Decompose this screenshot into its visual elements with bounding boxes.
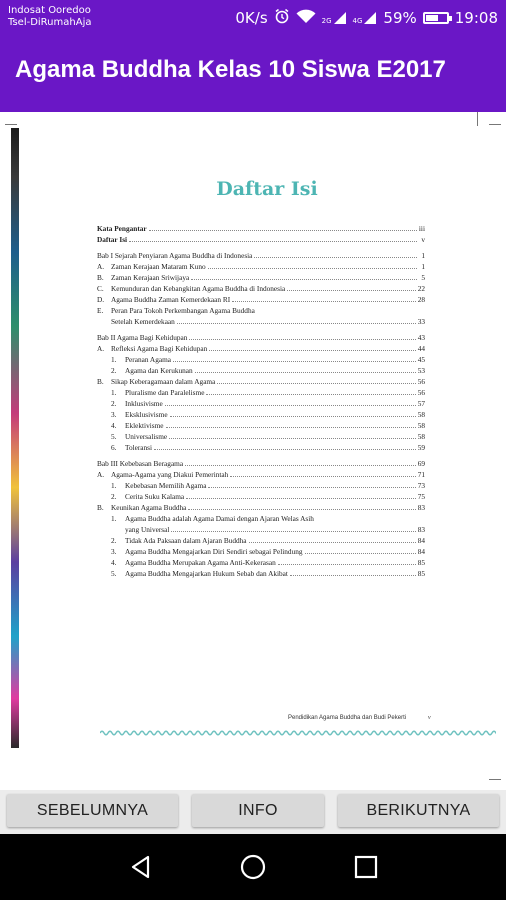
toc-leader-dots [191, 273, 417, 280]
toc-entry-page: 71 [417, 470, 425, 479]
toc-entry-page: 73 [417, 481, 425, 490]
toc-entry-marker: 1. [111, 388, 117, 397]
toc-entry-text: Inklusivisme [125, 399, 163, 408]
toc-leader-dots [305, 547, 416, 554]
carrier-line-1: Indosat Ooredoo [8, 5, 91, 16]
toc-entry-marker: 4. [111, 558, 117, 567]
toc-entry-label [97, 502, 186, 513]
toc-entry-label [111, 431, 167, 442]
toc-entry-marker: C. [97, 284, 104, 293]
toc-entry-label [97, 332, 187, 343]
toc-entry-marker: 1. [111, 514, 117, 523]
toc-entry [97, 557, 425, 568]
system-nav-bar [0, 834, 506, 900]
toc-leader-dots [290, 569, 416, 576]
toc-entry-marker: 6. [111, 443, 117, 452]
toc-entry-label [97, 343, 207, 354]
toc-entry [97, 442, 425, 453]
carrier-line-2: Tsel-DiRumahAja [8, 17, 92, 28]
toc-entry-marker: 2. [111, 492, 117, 501]
page-viewer[interactable] [0, 112, 506, 790]
toc-leader-dots [165, 399, 416, 406]
toc-leader-dots [208, 481, 415, 488]
toc-leader-dots [185, 459, 416, 466]
toc-leader-dots [188, 503, 415, 510]
toc-entry [97, 294, 425, 305]
toc-leader-dots [169, 432, 416, 439]
toc-entry-text: Bab I Sejarah Penyiaran Agama Buddha di Indonesia [97, 251, 253, 260]
toc-entry-page: 44 [417, 344, 425, 353]
toc-entry-page: 53 [417, 366, 425, 375]
toc-entry-label [97, 469, 228, 480]
toc-entry-marker: 2. [111, 366, 117, 375]
toc-entry-text: Agama Buddha adalah Agama Damai dengan Ajaran Welas Asih [125, 514, 314, 523]
net-speed: 0K/s [235, 9, 268, 27]
toc-entry-page: 85 [417, 558, 425, 567]
toc-leader-dots [287, 284, 415, 291]
toc-entry-page: 1 [421, 251, 425, 260]
toc-entry [97, 261, 425, 272]
alarm-icon [274, 8, 290, 28]
toc-entry-label [111, 387, 204, 398]
info-button[interactable]: INFO [192, 794, 324, 827]
toc-entry [97, 354, 425, 365]
toc-entry-text: Eksklusivisme [125, 410, 168, 419]
toc-entry-text: Kebebasan Memilih Agama [125, 481, 207, 490]
toc-entry-text: Pluralisme dan Paralelisme [125, 388, 205, 397]
toc-entry-text: Eklektivisme [125, 421, 164, 430]
toc-entry-text: Zaman Kerajaan Sriwijaya [111, 273, 190, 282]
toc-entry-marker: A. [97, 262, 105, 271]
toc-entry-text: Universalisme [125, 432, 168, 441]
toc-leader-dots [173, 355, 416, 362]
next-button[interactable]: BERIKUTNYA [338, 794, 499, 827]
toc-entry [97, 513, 425, 524]
status-bar [0, 0, 506, 34]
home-icon[interactable] [240, 854, 266, 880]
book-page [20, 112, 500, 790]
wifi-icon [296, 9, 316, 28]
toc-entry-label [97, 458, 183, 469]
toc-leader-dots [254, 251, 417, 258]
toc-entry-label [111, 420, 164, 431]
toc-entry-text: Cerita Suku Kalama [125, 492, 185, 501]
toc-entry-text: Agama Buddha Mengajarkan Hukum Sebab dan Akibat [125, 569, 288, 578]
toc-entry-label [111, 354, 171, 365]
toc-entry [97, 398, 425, 409]
toc-entry-text: Agama-Agama yang Diakui Pemerintah [111, 470, 229, 479]
toc-entry-label [97, 223, 147, 234]
toc-entry [97, 250, 425, 261]
toc-entry-text: Agama dan Kerukunan [125, 366, 193, 375]
toc-entry-marker: 1. [111, 481, 117, 490]
book-cover-strip [11, 128, 19, 748]
toc-entry [97, 305, 425, 316]
toc-entry-text: Bab III Kebebasan Beragama [97, 459, 184, 468]
toc-entry [97, 491, 425, 502]
battery-icon [423, 12, 449, 24]
decorative-wave [100, 729, 496, 737]
navigation-buttons [0, 790, 506, 834]
toc-entry-label [97, 283, 285, 294]
toc-entry-text: Setelah Kemerdekaan [111, 317, 175, 326]
toc-entry-text: Bab II Agama Bagi Kehidupan [97, 333, 188, 342]
toc-leader-dots [149, 224, 417, 231]
toc-entry-text: Toleransi [125, 443, 153, 452]
toc-entry-label [97, 316, 175, 327]
toc-entry-label [111, 491, 184, 502]
toc-entry-marker: 5. [111, 569, 117, 578]
toc-leader-dots [278, 558, 416, 565]
toc-entry [97, 458, 425, 469]
toc-entry-text: yang Universal [125, 525, 170, 534]
toc-entry-page: 58 [417, 421, 425, 430]
carrier-info [8, 5, 91, 29]
toc-entry-marker: B. [97, 273, 104, 282]
page-number: v [428, 715, 431, 721]
toc-entry-text: Zaman Kerajaan Mataram Kuno [111, 262, 206, 271]
toc-entry-text: Daftar Isi [97, 235, 128, 244]
toc-entry [97, 343, 425, 354]
toc-entry [97, 283, 425, 294]
page-title: Daftar Isi [216, 178, 318, 200]
toc-entry-text: Agama Buddha Merupakan Agama Anti-Kekerasan [125, 558, 276, 567]
toc-entry-page: 56 [417, 377, 425, 386]
toc-entry-label [111, 513, 314, 524]
toc-entry [97, 546, 425, 557]
toc-entry-text: Sikap Keberagamaan dalam Agama [111, 377, 216, 386]
toc-entry-page: 22 [417, 284, 425, 293]
toc-entry-label [111, 480, 206, 491]
toc-entry-marker: 2. [111, 536, 117, 545]
toc-entry-text: Keunikan Agama Buddha [111, 503, 187, 512]
toc-entry-label [97, 234, 127, 245]
toc-entry-marker: E. [97, 306, 104, 315]
toc-entry-label [111, 398, 163, 409]
toc-entry-label [111, 365, 193, 376]
toc-entry-page: 75 [417, 492, 425, 501]
toc-entry-label [111, 568, 288, 579]
status-icons [235, 8, 498, 28]
toc-entry-text: Peranan Agama [125, 355, 171, 364]
toc-leader-dots [186, 492, 416, 499]
toc-leader-dots [249, 536, 416, 543]
toc-entry [97, 409, 425, 420]
toc-entry-page: 28 [417, 295, 425, 304]
toc-entry-text: Refleksi Agama Bagi Kehidupan [111, 344, 208, 353]
toc-leader-dots [170, 410, 416, 417]
toc-leader-dots [177, 317, 416, 324]
toc-entry-label [97, 305, 255, 316]
toc-entry-marker: 2. [111, 399, 117, 408]
toc-entry-page: 33 [417, 317, 425, 326]
toc-entry-page: 57 [417, 399, 425, 408]
app-bar [0, 34, 506, 112]
toc-entry-page: 56 [417, 388, 425, 397]
toc-leader-dots [230, 470, 415, 477]
toc-entry [97, 332, 425, 343]
toc-leader-dots [217, 377, 415, 384]
toc-entry-label [111, 546, 303, 557]
toc-entry-page: iii [418, 224, 425, 233]
toc-entry-label [111, 524, 169, 535]
toc-entry-marker: 3. [111, 410, 117, 419]
toc-entry [97, 480, 425, 491]
toc-entry-page: 84 [417, 536, 425, 545]
toc-entry-marker: 4. [111, 421, 117, 430]
toc-entry-page: 58 [417, 410, 425, 419]
toc-leader-dots [206, 388, 415, 395]
toc-entry [97, 272, 425, 283]
clock: 19:08 [454, 9, 498, 27]
signal-2g-label: 2G [321, 17, 332, 25]
toc-entry-page: 85 [417, 569, 425, 578]
toc-entry-page: v [421, 235, 425, 244]
toc-entry-label [111, 557, 276, 568]
toc-entry-page: 59 [417, 443, 425, 452]
toc-entry [97, 223, 425, 234]
toc-entry-text: Tidak Ada Paksaan dalam Ajaran Buddha [125, 536, 247, 545]
toc-entry [97, 365, 425, 376]
toc-entry [97, 568, 425, 579]
toc-entry-page: 83 [417, 525, 425, 534]
previous-button[interactable]: SEBELUMNYA [7, 794, 178, 827]
toc-entry-page: 58 [417, 432, 425, 441]
toc-leader-dots [208, 262, 417, 269]
toc-entry [97, 431, 425, 442]
toc-leader-dots [166, 421, 416, 428]
toc-entry-marker: 1. [111, 355, 117, 364]
toc-entry-text: Kata Pengantar [97, 224, 147, 233]
toc-entry [97, 420, 425, 431]
toc-entry-text: Agama Buddha Mengajarkan Diri Sendiri sebagai Pelindung [125, 547, 303, 556]
toc-entry-page: 69 [417, 459, 425, 468]
toc-leader-dots [129, 235, 417, 242]
toc-entry-page: 83 [417, 503, 425, 512]
recents-icon[interactable] [353, 854, 379, 880]
toc-entry-text: Kemunduran dan Kebangkitan Agama Buddha di Indonesia [111, 284, 286, 293]
toc-leader-dots [232, 295, 416, 302]
toc-entry [97, 316, 425, 327]
table-of-contents [97, 223, 425, 579]
toc-entry [97, 524, 425, 535]
toc-entry-text: Agama Buddha Zaman Kemerdekaan RI [111, 295, 231, 304]
toc-entry [97, 535, 425, 546]
toc-entry-label [97, 250, 252, 261]
toc-entry-marker: A. [97, 344, 105, 353]
toc-entry-page: 84 [417, 547, 425, 556]
toc-entry-page: 1 [421, 262, 425, 271]
signal-2g-icon [322, 11, 347, 25]
toc-entry [97, 387, 425, 398]
toc-leader-dots [195, 366, 416, 373]
toc-entry-page: 5 [421, 273, 425, 282]
toc-entry-page: 43 [417, 333, 425, 342]
toc-entry [97, 234, 425, 245]
toc-leader-dots [209, 344, 415, 351]
toc-entry-marker: B. [97, 503, 104, 512]
toc-entry-page: 45 [417, 355, 425, 364]
toc-entry [97, 469, 425, 480]
signal-4g-icon [353, 11, 378, 25]
toc-entry-text: Peran Para Tokoh Perkembangan Agama Buddha [111, 306, 255, 315]
toc-entry-label [97, 294, 230, 305]
toc-entry-marker: D. [97, 295, 105, 304]
toc-entry-marker: 5. [111, 432, 117, 441]
toc-entry-marker: B. [97, 377, 104, 386]
signal-4g-label: 4G [352, 17, 363, 25]
toc-entry-label [111, 409, 168, 420]
toc-entry [97, 502, 425, 513]
toc-entry-label [111, 535, 247, 546]
toc-entry-label [97, 261, 206, 272]
toc-entry-label [97, 376, 215, 387]
toc-entry-marker: 3. [111, 547, 117, 556]
battery-percent: 59% [383, 9, 417, 27]
toc-leader-dots [154, 443, 416, 450]
app-title: Agama Buddha Kelas 10 Siswa E2017 [15, 56, 446, 83]
toc-entry [97, 376, 425, 387]
page-footer-text: Pendidikan Agama Buddha dan Budi Pekerti [288, 715, 407, 721]
toc-leader-dots [189, 333, 415, 340]
back-icon[interactable] [128, 854, 154, 880]
toc-entry-label [97, 272, 189, 283]
toc-entry-marker: A. [97, 470, 105, 479]
toc-leader-dots [171, 525, 415, 532]
toc-entry-label [111, 442, 152, 453]
